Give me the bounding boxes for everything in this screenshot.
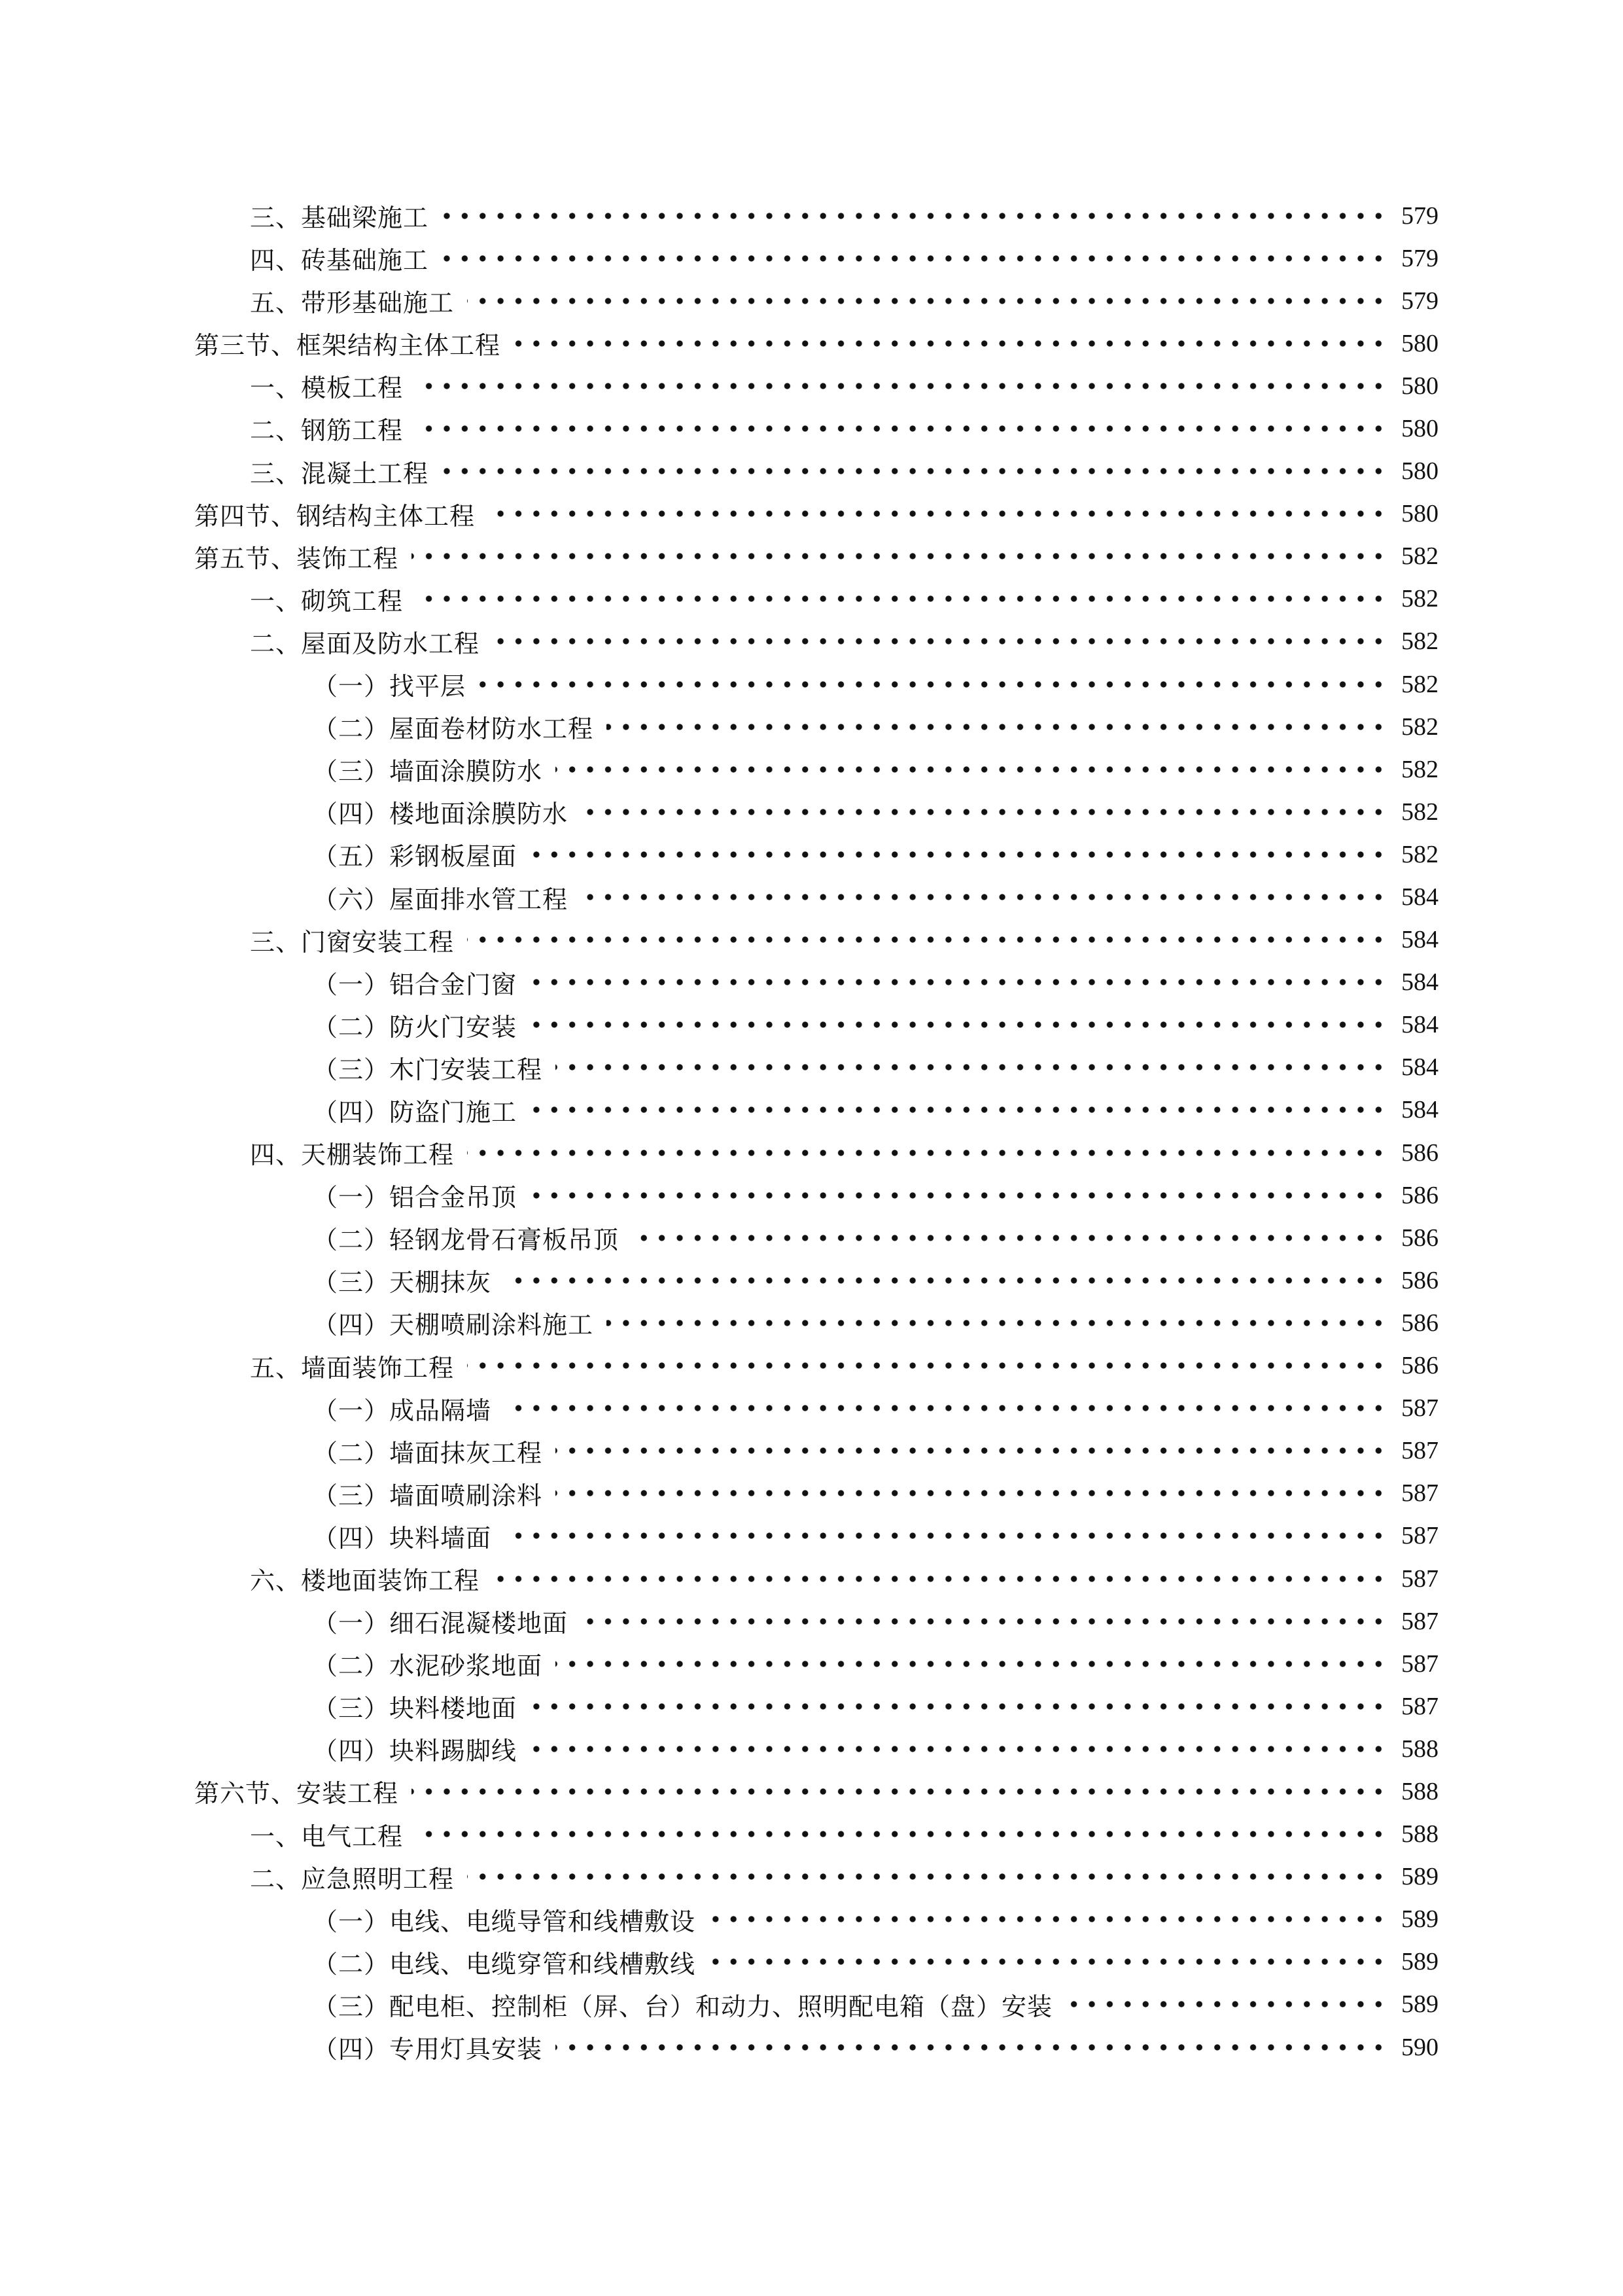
dot-leader <box>708 1915 1387 1923</box>
toc-entry-page-number: 589 <box>1401 1990 1439 2019</box>
toc-entry-title: （六）屋面排水管工程 <box>313 885 568 914</box>
toc-entry-title: （二）屋面卷材防水工程 <box>313 715 594 744</box>
toc-entry[interactable] <box>0 1941 1623 1983</box>
toc-entry-page-number: 588 <box>1401 1777 1439 1805</box>
toc-entry[interactable] <box>0 705 1623 748</box>
dot-leader <box>555 1447 1387 1455</box>
toc-entry[interactable] <box>0 748 1623 790</box>
toc-entry[interactable] <box>0 1557 1623 1600</box>
toc-entry-row <box>313 2026 1439 2068</box>
toc-entry[interactable] <box>0 1770 1623 1812</box>
toc-entry-title: 三、门窗安装工程 <box>250 927 455 957</box>
toc-entry[interactable] <box>0 535 1623 578</box>
toc-entry-title: （一）细石混凝楼地面 <box>313 1609 568 1638</box>
dot-leader <box>479 680 1387 688</box>
toc-entry[interactable] <box>0 1046 1623 1089</box>
toc-entry-row <box>194 1770 1439 1812</box>
dot-leader <box>581 893 1387 901</box>
dot-leader <box>416 425 1387 433</box>
toc-entry-row <box>250 407 1439 450</box>
toc-entry-row <box>313 705 1439 748</box>
toc-entry-page-number: 590 <box>1401 2033 1439 2061</box>
toc-entry-page-number: 582 <box>1401 542 1439 571</box>
toc-entry[interactable] <box>0 1259 1623 1301</box>
dot-leader <box>555 766 1387 773</box>
toc-entry-page-number: 589 <box>1401 1948 1439 1976</box>
dot-leader <box>504 1532 1387 1540</box>
toc-entry-row <box>313 1004 1439 1046</box>
dot-leader <box>488 510 1387 518</box>
toc-entry-row <box>313 748 1439 790</box>
toc-entry[interactable] <box>0 279 1623 322</box>
dot-leader <box>530 1106 1387 1114</box>
toc-entry-row <box>313 1387 1439 1430</box>
dot-leader <box>442 467 1387 475</box>
toc-entry[interactable] <box>0 2026 1623 2068</box>
toc-entry-title: （三）配电柜、控制柜（屏、台）和动力、照明配电箱（盘）安装 <box>313 1992 1053 2021</box>
toc-entry-page-number: 580 <box>1401 372 1439 400</box>
toc-entry-row <box>313 876 1439 919</box>
toc-entry-row <box>250 194 1439 237</box>
toc-entry-page-number: 586 <box>1401 1224 1439 1252</box>
toc-entry-page-number: 582 <box>1401 840 1439 868</box>
toc-entry-page-number: 580 <box>1401 457 1439 486</box>
toc-entry-page-number: 586 <box>1401 1352 1439 1380</box>
toc-entry[interactable] <box>0 1600 1623 1642</box>
toc-entry-row <box>313 1898 1439 1941</box>
toc-entry[interactable] <box>0 1472 1623 1515</box>
toc-entry[interactable] <box>0 1216 1623 1259</box>
toc-entry-row <box>250 450 1439 493</box>
toc-entry-title: 第三节、框架结构主体工程 <box>194 331 501 361</box>
toc-entry-title: 五、墙面装饰工程 <box>250 1353 455 1383</box>
toc-entry-title: 二、钢筋工程 <box>250 416 404 446</box>
toc-entry-title: （四）防盗门施工 <box>313 1097 517 1127</box>
toc-entry-row <box>250 279 1439 322</box>
toc-entry-row <box>313 1515 1439 1557</box>
toc-entry-page-number: 587 <box>1401 1394 1439 1422</box>
toc-entry-page-number: 586 <box>1401 1139 1439 1167</box>
dot-leader <box>632 1234 1387 1242</box>
toc-entry-title: 二、应急照明工程 <box>250 1864 455 1894</box>
toc-entry-page-number: 586 <box>1401 1181 1439 1209</box>
toc-entry-title: 第四节、钢结构主体工程 <box>194 501 476 531</box>
dot-leader <box>442 212 1387 220</box>
toc-entry-row <box>313 1046 1439 1089</box>
dot-leader <box>467 297 1387 305</box>
toc-entry[interactable] <box>0 1856 1623 1898</box>
toc-entry-row <box>313 1472 1439 1515</box>
dot-leader <box>530 1192 1387 1199</box>
toc-entry[interactable] <box>0 1004 1623 1046</box>
dot-leader <box>555 1063 1387 1071</box>
dot-leader <box>530 1703 1387 1710</box>
toc-entry-page-number: 586 <box>1401 1266 1439 1294</box>
toc-entry-row <box>250 1856 1439 1898</box>
toc-entry-row <box>250 919 1439 961</box>
toc-entry-row <box>313 1941 1439 1983</box>
toc-entry-title: （二）电线、电缆穿管和线槽敷线 <box>313 1949 696 1979</box>
toc-entry-title: （二）墙面抹灰工程 <box>313 1438 543 1468</box>
toc-entry-page-number: 584 <box>1401 1096 1439 1124</box>
toc-entry-title: （四）天棚喷刷涂料施工 <box>313 1311 594 1340</box>
toc-entry-title: （一）铝合金吊顶 <box>313 1183 517 1212</box>
toc-entry[interactable] <box>0 961 1623 1004</box>
toc-entry-page-number: 582 <box>1401 627 1439 656</box>
dot-leader <box>416 1830 1387 1838</box>
toc-entry-title: （一）成品隔墙 <box>313 1396 492 1425</box>
toc-entry-page-number: 587 <box>1401 1692 1439 1720</box>
dot-leader <box>530 978 1387 986</box>
toc-entry-row <box>250 1813 1439 1856</box>
toc-entry-title: （三）天棚抹灰 <box>313 1268 492 1298</box>
toc-entry-row <box>250 620 1439 663</box>
toc-entry-page-number: 589 <box>1401 1863 1439 1891</box>
toc-entry-title: 三、混凝土工程 <box>250 459 429 488</box>
toc-entry[interactable] <box>0 322 1623 364</box>
toc-entry-title: （三）块料楼地面 <box>313 1694 517 1723</box>
toc-entry-row <box>250 1131 1439 1174</box>
toc-entry[interactable] <box>0 1089 1623 1131</box>
toc-entry[interactable] <box>0 1642 1623 1685</box>
dot-leader <box>530 1745 1387 1753</box>
toc-entry-page-number: 587 <box>1401 1522 1439 1550</box>
toc-entry-page-number: 580 <box>1401 414 1439 442</box>
toc-entry-row <box>250 1345 1439 1387</box>
toc-entry-row <box>313 1259 1439 1301</box>
toc-entry[interactable] <box>0 1430 1623 1472</box>
toc-entry-page-number: 584 <box>1401 1053 1439 1082</box>
toc-entry-page-number: 587 <box>1401 1650 1439 1678</box>
toc-entry-row <box>313 961 1439 1004</box>
toc-entry-row <box>313 1174 1439 1216</box>
toc-entry-page-number: 582 <box>1401 585 1439 613</box>
toc-entry-page-number: 587 <box>1401 1479 1439 1508</box>
toc-entry-title: （四）专用灯具安装 <box>313 2035 543 2064</box>
dot-leader <box>708 1958 1387 1966</box>
toc-entry-title: （四）块料踢脚线 <box>313 1737 517 1766</box>
toc-entry-page-number: 580 <box>1401 329 1439 357</box>
toc-entry[interactable] <box>0 1131 1623 1174</box>
toc-entry-page-number: 579 <box>1401 244 1439 272</box>
toc-entry[interactable] <box>0 493 1623 535</box>
toc-entry-title: （二）轻钢龙骨石膏板吊顶 <box>313 1226 620 1255</box>
toc-entry-title: 六、楼地面装饰工程 <box>250 1566 480 1595</box>
dot-leader <box>555 2043 1387 2051</box>
toc-entry-title: 一、电气工程 <box>250 1822 404 1851</box>
toc-entry[interactable] <box>0 1301 1623 1344</box>
toc-entry[interactable] <box>0 833 1623 875</box>
dot-leader <box>442 255 1387 262</box>
toc-entry-page-number: 588 <box>1401 1820 1439 1848</box>
dot-leader <box>1066 2000 1387 2008</box>
toc-entry[interactable] <box>0 1345 1623 1387</box>
toc-entry-page-number: 589 <box>1401 1905 1439 1934</box>
toc-entry-title: 五、带形基础施工 <box>250 289 455 318</box>
toc-entry-row <box>194 322 1439 364</box>
dot-leader <box>504 1404 1387 1412</box>
toc-entry-title: （三）墙面喷刷涂料 <box>313 1481 543 1510</box>
toc-entry-title: （二）水泥砂浆地面 <box>313 1651 543 1681</box>
toc-entry-page-number: 582 <box>1401 798 1439 826</box>
toc-entry-page-number: 582 <box>1401 713 1439 741</box>
toc-entry-title: 四、砖基础施工 <box>250 246 429 275</box>
toc-entry-row <box>194 493 1439 535</box>
toc-entry-row <box>313 1301 1439 1344</box>
toc-entry-row <box>250 578 1439 620</box>
toc-entry[interactable] <box>0 876 1623 919</box>
dot-leader <box>493 637 1387 645</box>
toc-entry[interactable] <box>0 1813 1623 1856</box>
dot-leader <box>411 1788 1387 1795</box>
dot-leader <box>467 1873 1387 1881</box>
toc-entry[interactable] <box>0 790 1623 833</box>
toc-entry-title: 一、模板工程 <box>250 374 404 403</box>
toc-entry-title: 四、天棚装饰工程 <box>250 1140 455 1170</box>
dot-leader <box>467 1362 1387 1369</box>
toc-entry-page-number: 579 <box>1401 202 1439 230</box>
toc-entry-title: 二、屋面及防水工程 <box>250 629 480 658</box>
toc-entry-title: 第六节、安装工程 <box>194 1779 399 1809</box>
toc-entry-row <box>313 833 1439 875</box>
toc-entry-row <box>313 1983 1439 2026</box>
toc-entry-page-number: 579 <box>1401 287 1439 315</box>
dot-leader <box>493 1575 1387 1583</box>
toc-entry-row <box>250 1557 1439 1600</box>
dot-leader <box>606 723 1387 731</box>
toc-entry[interactable] <box>0 364 1623 407</box>
toc-entry-title: （三）墙面涂膜防水 <box>313 757 543 786</box>
dot-leader <box>581 1617 1387 1625</box>
toc-entry-row <box>250 237 1439 279</box>
dot-leader <box>606 1319 1387 1327</box>
toc-entry[interactable] <box>0 919 1623 961</box>
toc-entry[interactable] <box>0 578 1623 620</box>
toc-entry-title: （一）电线、电缆导管和线槽敷设 <box>313 1907 696 1936</box>
toc-entry-row <box>313 663 1439 705</box>
toc-entry-title: 三、基础梁施工 <box>250 203 429 232</box>
toc-entry[interactable] <box>0 407 1623 450</box>
toc-entry-row <box>313 1089 1439 1131</box>
dot-leader <box>416 382 1387 390</box>
toc-entry-title: 一、砌筑工程 <box>250 586 404 616</box>
dot-leader <box>530 851 1387 858</box>
toc-entry-row <box>313 1600 1439 1642</box>
dot-leader <box>416 595 1387 603</box>
toc-entry-title: （三）木门安装工程 <box>313 1055 543 1084</box>
toc-entry-row <box>313 1430 1439 1472</box>
toc-entry-page-number: 584 <box>1401 968 1439 997</box>
toc-entry-row <box>313 1685 1439 1727</box>
dot-leader <box>504 1277 1387 1284</box>
toc-entry-page-number: 587 <box>1401 1564 1439 1593</box>
toc-entry[interactable] <box>0 1515 1623 1557</box>
toc-entry-row <box>313 1642 1439 1685</box>
toc-entry-title: （二）防火门安装 <box>313 1012 517 1042</box>
toc-entry[interactable] <box>0 1727 1623 1770</box>
table-of-contents <box>0 194 1623 2068</box>
toc-entry-title: （五）彩钢板屋面 <box>313 842 517 872</box>
toc-entry-page-number: 582 <box>1401 755 1439 783</box>
dot-leader <box>467 936 1387 944</box>
toc-entry-page-number: 587 <box>1401 1607 1439 1635</box>
toc-entry-page-number: 584 <box>1401 926 1439 954</box>
toc-entry-title: （四）楼地面涂膜防水 <box>313 800 568 829</box>
toc-entry-row <box>313 1216 1439 1259</box>
toc-entry[interactable] <box>0 194 1623 237</box>
dot-leader <box>514 340 1387 347</box>
toc-entry[interactable] <box>0 450 1623 493</box>
toc-entry[interactable] <box>0 1983 1623 2026</box>
toc-entry-title: （一）找平层 <box>313 672 466 701</box>
toc-entry[interactable] <box>0 237 1623 279</box>
toc-entry-row <box>250 364 1439 407</box>
dot-leader <box>467 1149 1387 1157</box>
toc-entry[interactable] <box>0 620 1623 663</box>
toc-entry-row <box>194 535 1439 578</box>
toc-entry[interactable] <box>0 1387 1623 1430</box>
toc-entry-title: （一）铝合金门窗 <box>313 970 517 999</box>
toc-entry-page-number: 586 <box>1401 1309 1439 1337</box>
toc-entry[interactable] <box>0 663 1623 705</box>
dot-leader <box>555 1489 1387 1497</box>
toc-entry[interactable] <box>0 1174 1623 1216</box>
toc-entry-title: （四）块料墙面 <box>313 1523 492 1553</box>
toc-entry[interactable] <box>0 1898 1623 1941</box>
toc-entry-row <box>313 790 1439 833</box>
dot-leader <box>530 1021 1387 1029</box>
toc-entry-page-number: 582 <box>1401 670 1439 698</box>
toc-entry-page-number: 588 <box>1401 1735 1439 1763</box>
toc-entry-page-number: 580 <box>1401 500 1439 528</box>
dot-leader <box>581 808 1387 816</box>
toc-entry-page-number: 587 <box>1401 1437 1439 1465</box>
dot-leader <box>411 552 1387 560</box>
toc-entry-title: 第五节、装饰工程 <box>194 544 399 573</box>
toc-entry-page-number: 584 <box>1401 1011 1439 1039</box>
dot-leader <box>555 1660 1387 1668</box>
toc-entry-page-number: 584 <box>1401 883 1439 911</box>
toc-entry[interactable] <box>0 1685 1623 1727</box>
toc-entry-row <box>313 1727 1439 1770</box>
